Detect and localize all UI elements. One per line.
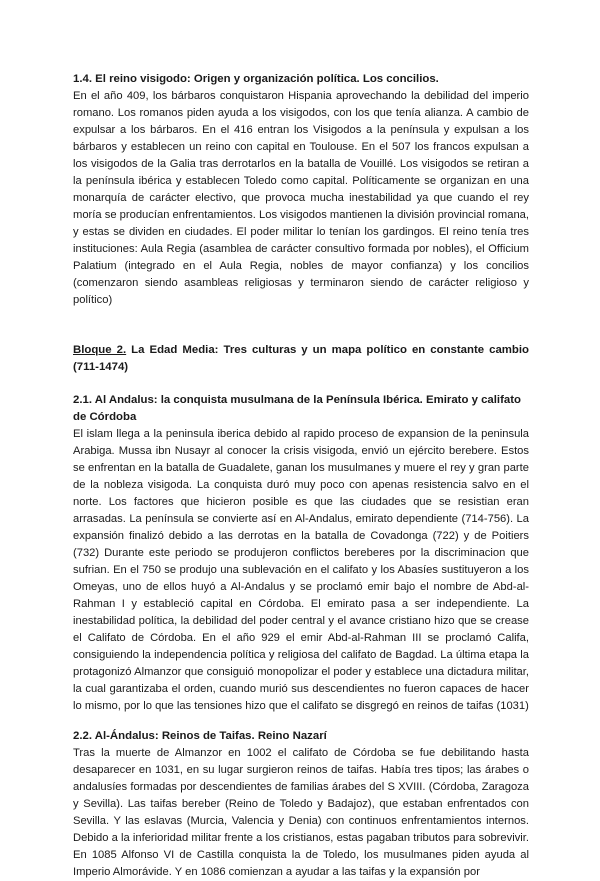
bloque-2-title (73, 342, 529, 376)
bloque-2-title-text: La Edad Media: Tres culturas y un mapa político en constante cambio (711-1474) (73, 344, 529, 373)
spacer (73, 376, 529, 392)
section-2-2-heading: 2.2. Al-Ándalus: Reinos de Taifas. Reino Nazarí (73, 730, 327, 742)
spacer (73, 309, 529, 342)
section-1-4-body: En el año 409, los bárbaros conquistaron Hispania aprovechando la debilidad del imperio romano. Los romanos piden ayuda a los visigodos, con los que tenía alianza. A cambio de expulsar a los bárbaros. En el 416 entran los Visigodos a la península y expulsan a los bárbaros y establecen un reino con capital en Toulouse. En el 507 los francos expulsan a los visigodos de la Galia tras derrotarlos en la batalla de Vouillé. Los visigodos se retiran a la península ibérica y establecen Toledo como capital. Políticamente se organizan en una monarquía de carácter electivo, que provoca mucha inestabilidad ya que cuando el rey moría se producían enfrentamientos. Los visigodos mantienen la división provincial romana, y estas se dividen en ciudades. El poder militar lo tenían los gardingos. El reino tenía tres instituciones: Aula Regia (asamblea de carácter consultivo formada por nobles), el Officium Palatium (integrado en el Aula Regia, nobles de mayor confianza) y los concilios (comenzaron siendo asambleas religiosas y terminaron siendo de carácter religioso y político) (73, 90, 529, 306)
section-1-4-heading: 1.4. El reino visigodo: Origen y organización política. Los concilios. (73, 73, 439, 85)
bloque-2-prefix: Bloque 2. (73, 344, 127, 356)
document-page (73, 71, 529, 881)
spacer (73, 715, 529, 728)
section-2-1-body: El islam llega a la peninsula iberica debido al rapido proceso de expansion de la peninsula Arabiga. Mussa ibn Nusayr al conocer la crisis visigoda, envió un ejército berebere. Estos se enfrentan en la batalla de Guadalete, ganan los musulmanes y muere el rey y gran parte de la nobleza visigoda. La conquista duró muy poco con apenas resistencia salvo en el norte. Los factores que hicieron posible es que las ciudades que se resistian eran arrasadas. La península se convierte así en Al-Andalus, emirato dependiente (714-756). La expansión finalizó debido a las derrotas en la batalla de Covadonga (722) y de Poitiers (732) Durante este periodo se produjeron conflictos bereberes por la discriminacion que sufrian. En el 750 se produjo una sublevación en el califato y los Abasíes sustituyeron a los Omeyas, uno de ellos huyó a Al-Andalus y se proclamó emir bajo el nombre de Abd-al-Rahman I y estableció capital en Córdoba. El emirato pasa a ser independiente. La inestabilidad política, la debilidad del poder central y el avance cristiano hizo que se crease el Califato de Córdoba. En el año 929 el emir Abd-al-Rahman III se proclamó Califa, consiguiendo la independencia política y religiosa del califato de Bagdad. La última etapa la protagonizó Almanzor que consiguió monopolizar el poder y establece una dictadura militar, la cual garantizaba el orden, cuando murió sus descendientes no fueron capaces de hacer lo mismo, por lo que las tensiones hizo que el califato se disgregó en reinos de taifas (1031) (73, 428, 529, 712)
section-2-1-heading: 2.1. Al Andalus: la conquista musulmana de la Península Ibérica. Emirato y califato de Córdoba (73, 394, 521, 423)
section-2-2-body: Tras la muerte de Almanzor en 1002 el califato de Córdoba se fue debilitando hasta desaparecer en 1031, en su lugar surgieron reinos de taifas. Había tres tipos; las árabes o andalusíes formadas por descendientes de familias árabes del S XVIII. (Córdoba, Zaragoza y Sevilla). Las taifas bereber (Reino de Toledo y Badajoz), que estaban enfrentados con Sevilla. Y las eslavas (Murcia, Valencia y Denia) con continuos enfrentamientos internos. Debido a la inferioridad militar frente a los cristianos, estas pagaban tributos para sobrevivir. En 1085 Alfonso VI de Castilla conquista la de Toledo, los musulmanes piden ayuda al Imperio Almorávide. Y en 1086 comienzan a ayudar a las taifas y la expansión por (73, 747, 529, 878)
